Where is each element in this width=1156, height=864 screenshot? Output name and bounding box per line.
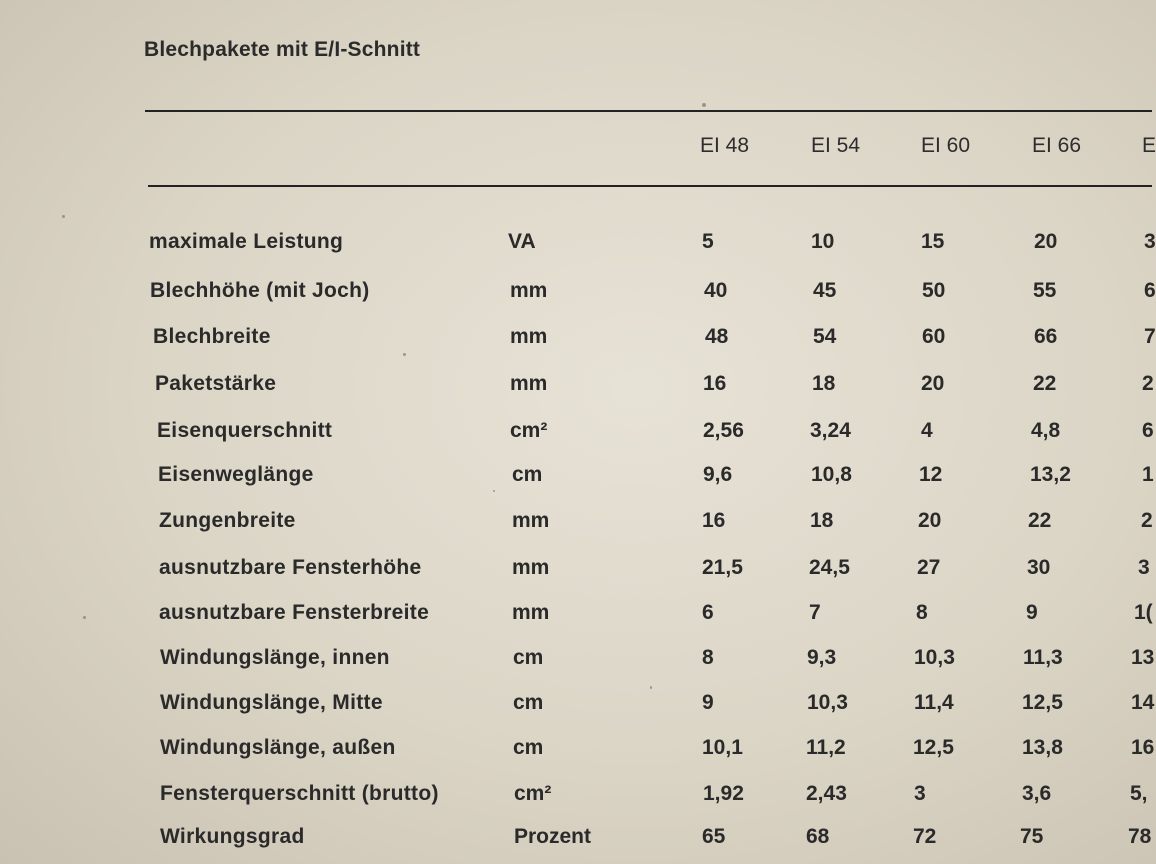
cell-ei66: 75 [1020,825,1044,848]
table-row [0,782,1152,812]
row-unit: VA [508,230,536,253]
row-unit: mm [510,372,548,395]
row-unit: cm² [514,782,552,805]
row-unit: cm [513,646,544,669]
cell-ei48: 48 [705,325,729,348]
top-rule [145,110,1152,112]
row-unit: cm [512,463,543,486]
row-label: Windungslänge, Mitte [160,691,383,714]
row-unit: mm [512,601,550,624]
cell-ei66: 55 [1033,279,1057,302]
cell-ei48: 8 [702,646,714,669]
row-unit: mm [510,325,548,348]
row-unit: cm [513,736,544,759]
paper-speck [62,215,65,218]
cell-partial: 78 [1128,825,1152,848]
row-unit: mm [510,279,548,302]
cell-ei60: 3 [914,782,926,805]
cell-ei66: 13,2 [1030,463,1071,486]
cell-ei48: 9,6 [703,463,733,486]
cell-ei66: 20 [1034,230,1058,253]
cell-ei54: 11,2 [806,736,846,759]
row-label: maximale Leistung [149,230,344,253]
table-row [0,230,1156,260]
cell-partial: 6 [1144,279,1156,302]
cell-ei54: 7 [809,601,821,624]
paper-speck [83,616,86,619]
paper-speck [493,490,495,492]
cell-ei60: 10,3 [914,646,955,669]
cell-ei54: 68 [806,825,830,848]
cell-ei48: 16 [702,509,726,532]
cell-ei60: 20 [921,372,945,395]
header-rule [148,185,1152,187]
cell-ei60: 72 [913,825,937,848]
cell-ei60: 12 [919,463,943,486]
cell-ei48: 1,92 [703,782,744,805]
cell-ei60: 11,4 [914,691,954,714]
row-label: Blechhöhe (mit Joch) [150,279,370,302]
row-unit: cm² [510,419,548,442]
cell-ei60: 15 [921,230,945,253]
paper-speck [403,353,406,356]
cell-ei66: 13,8 [1022,736,1063,759]
cell-ei54: 18 [810,509,834,532]
table-title: Blechpakete mit E/I-Schnitt [144,38,421,61]
cell-ei66: 9 [1026,601,1038,624]
cell-ei54: 9,3 [807,646,837,669]
cell-partial: 5, [1130,782,1148,805]
cell-ei48: 21,5 [702,556,743,579]
cell-ei66: 4,8 [1031,419,1061,442]
cell-ei54: 18 [812,372,836,395]
table-row [0,372,1152,402]
row-label: Paketstärke [155,372,277,395]
cell-partial: 3 [1144,230,1156,253]
table-row [0,556,1152,586]
cell-ei54: 3,24 [810,419,851,442]
cell-ei54: 10,3 [807,691,848,714]
cell-ei66: 22 [1033,372,1057,395]
column-header-ei66: EI 66 [1032,134,1082,157]
cell-ei66: 12,5 [1022,691,1063,714]
cell-partial: 3 [1138,556,1150,579]
paper-speck [702,103,706,107]
cell-partial: 2 [1142,372,1154,395]
cell-ei54: 24,5 [809,556,850,579]
cell-ei54: 2,43 [806,782,847,805]
cell-ei54: 45 [813,279,837,302]
cell-partial: 6 [1142,419,1154,442]
table-row [0,691,1155,721]
cell-ei66: 66 [1034,325,1058,348]
cell-ei48: 10,1 [702,736,743,759]
cell-ei60: 12,5 [913,736,954,759]
row-label: ausnutzbare Fensterhöhe [159,556,422,579]
table-row [0,279,1156,309]
row-unit: mm [512,509,550,532]
table-row [0,419,1152,449]
cell-partial: 2 [1141,509,1153,532]
cell-partial: 16 [1131,736,1155,759]
column-header-ei54: EI 54 [811,134,861,157]
cell-ei66: 11,3 [1023,646,1063,669]
table-row [0,646,1155,676]
row-label: Windungslänge, innen [160,646,390,669]
cell-ei54: 54 [813,325,837,348]
cell-ei48: 2,56 [703,419,744,442]
cell-ei48: 40 [704,279,728,302]
table-row [0,825,1152,855]
table-row [0,736,1155,766]
table-row [0,325,1156,355]
column-header-partial: E [1142,134,1156,157]
cell-ei48: 6 [702,601,714,624]
row-label: Windungslänge, außen [160,736,396,759]
row-unit: cm [513,691,544,714]
table-row [0,509,1152,539]
cell-ei48: 65 [702,825,726,848]
cell-partial: 7 [1144,325,1156,348]
column-header-ei48: EI 48 [700,134,750,157]
cell-ei48: 9 [702,691,714,714]
cell-ei54: 10 [811,230,835,253]
row-unit: mm [512,556,550,579]
cell-ei66: 30 [1027,556,1051,579]
row-label: ausnutzbare Fensterbreite [159,601,430,624]
row-label: Eisenweglänge [158,463,314,486]
cell-partial: 1( [1134,601,1153,624]
cell-ei48: 5 [702,230,714,253]
cell-partial: 14 [1131,691,1155,714]
cell-ei60: 27 [917,556,941,579]
row-label: Eisenquerschnitt [157,419,333,442]
cell-ei60: 8 [916,601,928,624]
paper-speck [650,686,652,689]
row-unit: Prozent [514,825,592,848]
cell-ei54: 10,8 [811,463,852,486]
table-row [0,601,1152,631]
column-header-ei60: EI 60 [921,134,971,157]
cell-partial: 1 [1142,463,1154,486]
row-label: Wirkungsgrad [160,825,305,848]
cell-ei60: 50 [922,279,946,302]
row-label: Blechbreite [153,325,271,348]
cell-ei66: 22 [1028,509,1052,532]
cell-ei60: 20 [918,509,942,532]
cell-partial: 13 [1131,646,1155,669]
cell-ei60: 60 [922,325,946,348]
row-label: Fensterquerschnitt (brutto) [160,782,439,805]
cell-ei60: 4 [921,419,933,442]
row-label: Zungenbreite [159,509,296,532]
cell-ei48: 16 [703,372,727,395]
table-row [0,463,1152,493]
cell-ei66: 3,6 [1022,782,1052,805]
